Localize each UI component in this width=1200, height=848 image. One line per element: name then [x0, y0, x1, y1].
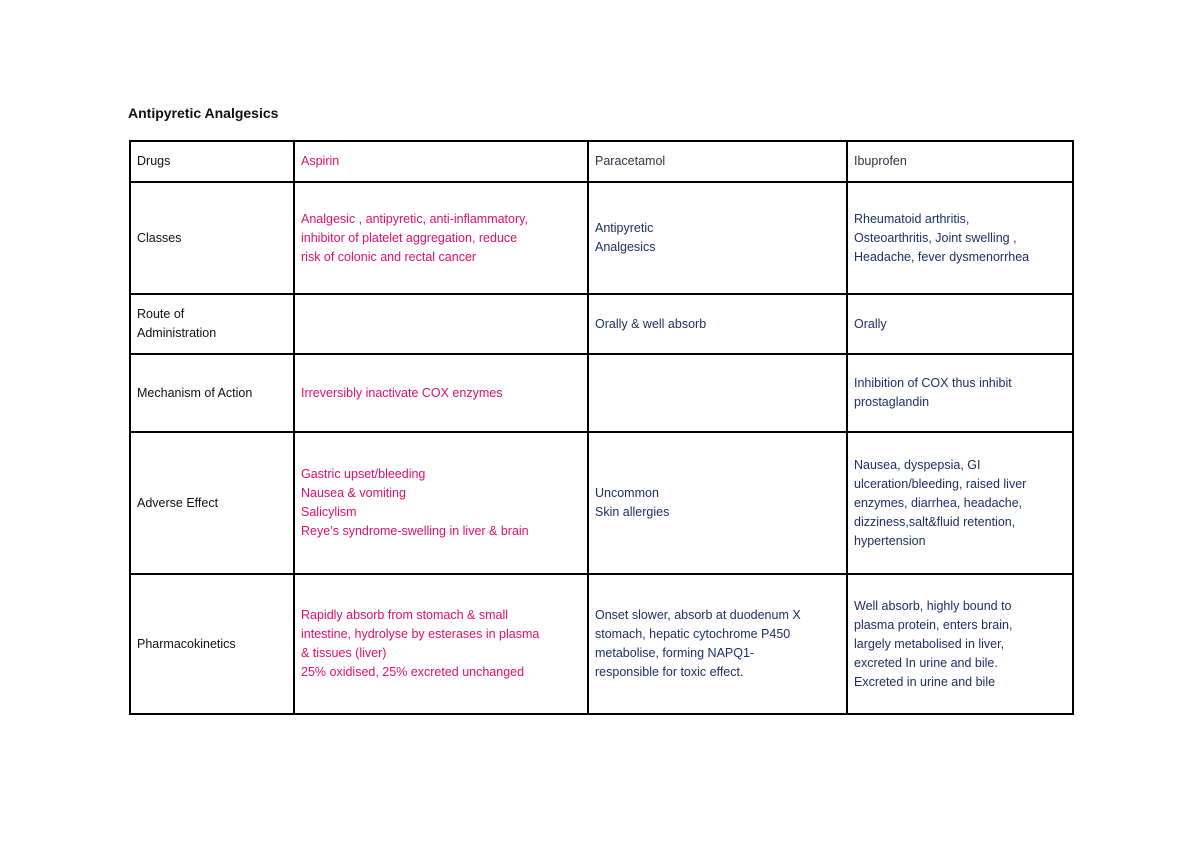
- row-label-route: [130, 294, 294, 354]
- row-label-drugs: Drugs: [130, 141, 294, 182]
- cell-line: Headache, fever dysmenorrhea: [854, 249, 1030, 264]
- cell-line: largely metabolised in liver,: [854, 636, 1005, 651]
- cell-line: Salicylism: [301, 505, 357, 519]
- cell-route-ibuprofen: Orally: [847, 294, 1073, 354]
- cell-line: Antipyretic: [595, 221, 654, 235]
- row-label-classes: Classes: [130, 182, 294, 294]
- cell-line: Rheumatoid arthritis,: [854, 211, 970, 226]
- cell-adverse-aspirin: [294, 432, 588, 574]
- cell-line: & tissues (liver): [301, 646, 387, 660]
- row-label-adverse: Adverse Effect: [130, 432, 294, 574]
- cell-classes-ibuprofen: [847, 182, 1073, 294]
- cell-line: Administration: [137, 326, 217, 340]
- cell-line: 25% oxidised, 25% excreted unchanged: [301, 665, 525, 679]
- cell-mechanism-ibuprofen: [847, 354, 1073, 432]
- cell-line: hypertension: [854, 533, 926, 548]
- cell-line: Analgesics: [595, 240, 656, 254]
- cell-line: responsible for toxic effect.: [595, 665, 744, 679]
- cell-line: Inhibition of COX thus inhibit: [854, 376, 1012, 390]
- cell-line: Rapidly absorb from stomach & small: [301, 608, 509, 622]
- cell-route-paracetamol: Orally & well absorb: [588, 294, 847, 354]
- cell-line: Gastric upset/bleeding: [301, 467, 426, 481]
- cell-line: Osteoarthritis, Joint swelling ,: [854, 230, 1017, 245]
- table-row-drugs: [130, 141, 1073, 182]
- document-title: Antipyretic Analgesics: [128, 105, 279, 121]
- cell-pk-paracetamol: [588, 574, 847, 714]
- row-label-mechanism: Mechanism of Action: [130, 354, 294, 432]
- row-label-pharmacokinetics: Pharmacokinetics: [130, 574, 294, 714]
- cell-classes-paracetamol: [588, 182, 847, 294]
- header-paracetamol: Paracetamol: [588, 141, 847, 182]
- cell-line: Analgesic , antipyretic, anti-inflammatory,: [301, 211, 528, 226]
- table-row-classes: [130, 182, 1073, 294]
- cell-line: dizziness,salt&fluid retention,: [854, 514, 1016, 529]
- cell-line: risk of colonic and rectal cancer: [301, 249, 477, 264]
- cell-line: excreted In urine and bile.: [854, 655, 998, 670]
- drug-comparison-table: [129, 140, 1074, 715]
- table-row-pharmacokinetics: [130, 574, 1073, 714]
- table-row-mechanism: [130, 354, 1073, 432]
- header-ibuprofen: Ibuprofen: [847, 141, 1073, 182]
- cell-line: stomach, hepatic cytochrome P450: [595, 627, 791, 641]
- cell-line: Reye’s syndrome-swelling in liver & brain: [301, 524, 529, 538]
- cell-line: Onset slower, absorb at duodenum X: [595, 608, 801, 622]
- cell-line: metabolise, forming NAPQ1-: [595, 646, 755, 660]
- cell-adverse-ibuprofen: [847, 432, 1073, 574]
- cell-adverse-paracetamol: [588, 432, 847, 574]
- cell-line: ulceration/bleeding, raised liver: [854, 476, 1027, 491]
- cell-line: Excreted in urine and bile: [854, 674, 996, 689]
- cell-pk-ibuprofen: [847, 574, 1073, 714]
- cell-line: enzymes, diarrhea, headache,: [854, 495, 1023, 510]
- cell-mechanism-paracetamol: [588, 354, 847, 432]
- cell-line: Nausea & vomiting: [301, 486, 406, 500]
- cell-line: Skin allergies: [595, 505, 670, 519]
- cell-line: intestine, hydrolyse by esterases in plasma: [301, 627, 540, 641]
- cell-line: prostaglandin: [854, 395, 930, 409]
- cell-mechanism-aspirin: Irreversibly inactivate COX enzymes: [294, 354, 588, 432]
- cell-line: plasma protein, enters brain,: [854, 617, 1013, 632]
- table-row-route: [130, 294, 1073, 354]
- cell-route-aspirin: [294, 294, 588, 354]
- cell-line: Nausea, dyspepsia, GI: [854, 457, 981, 472]
- header-aspirin: Aspirin: [294, 141, 588, 182]
- cell-line: inhibitor of platelet aggregation, reduce: [301, 230, 518, 245]
- cell-line: Uncommon: [595, 486, 659, 500]
- cell-pk-aspirin: [294, 574, 588, 714]
- table-row-adverse: [130, 432, 1073, 574]
- cell-line: Well absorb, highly bound to: [854, 598, 1012, 613]
- cell-classes-aspirin: [294, 182, 588, 294]
- cell-line: Route of: [137, 307, 185, 321]
